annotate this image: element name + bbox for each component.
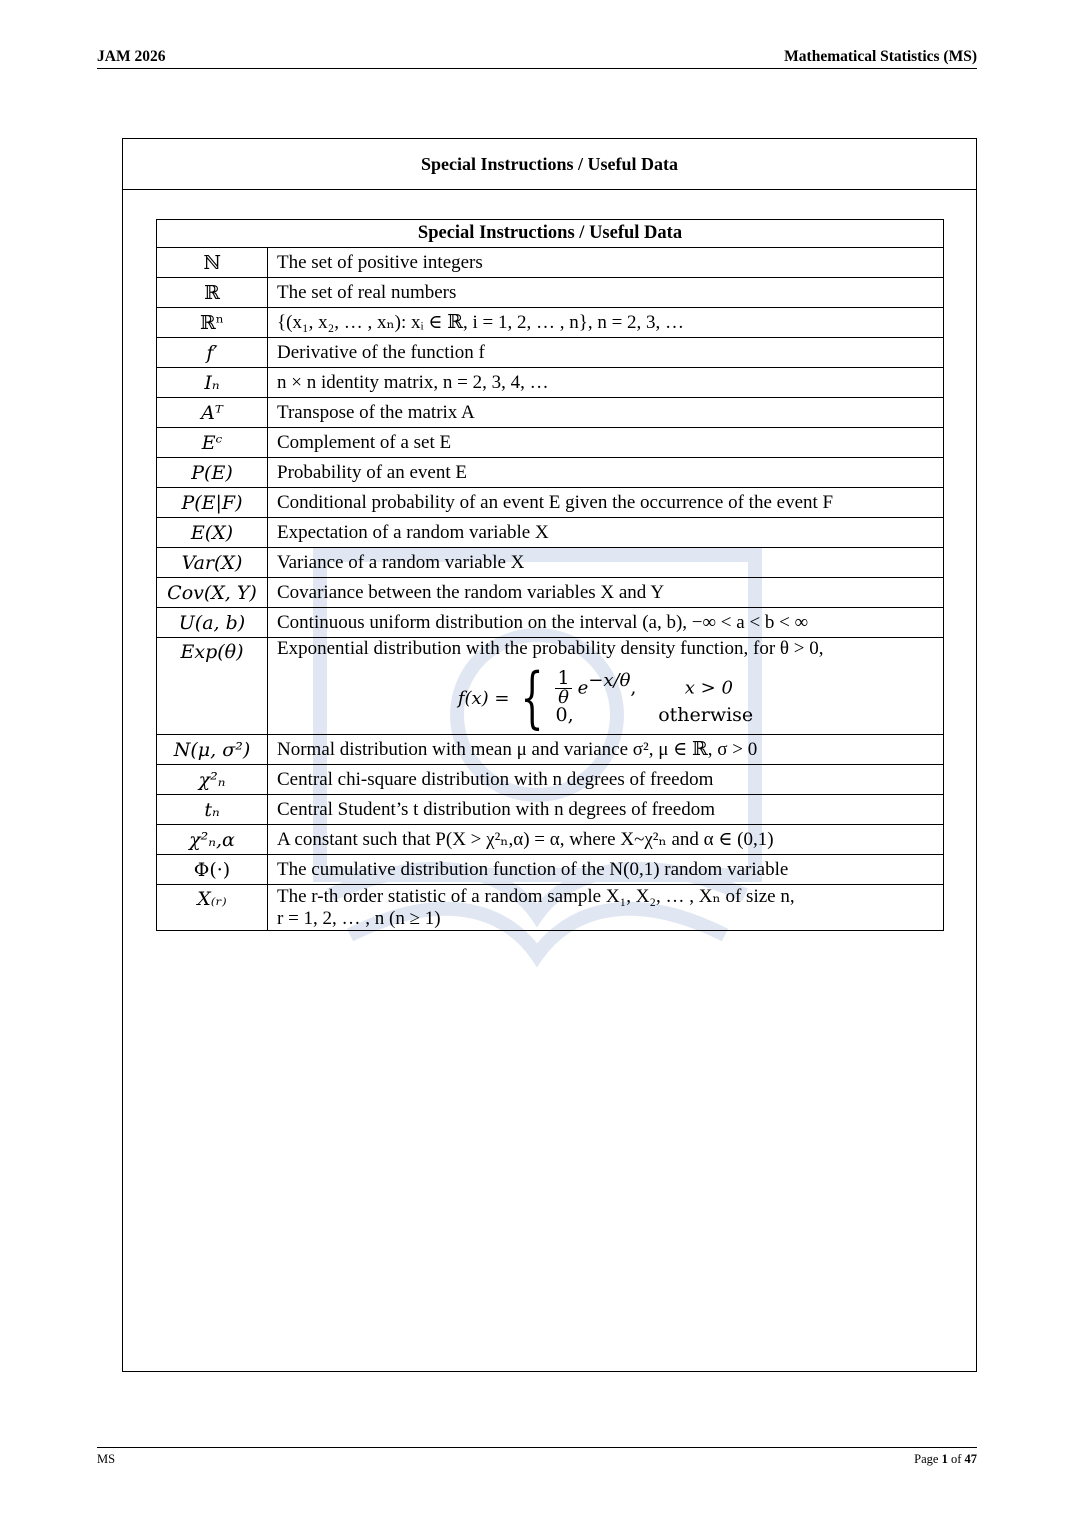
description-cell: Transpose of the matrix A [268, 398, 944, 428]
description-cell: The set of real numbers [268, 278, 944, 308]
description-cell: Covariance between the random variables X and Y [268, 578, 944, 608]
description-cell: Expectation of a random variable X [268, 518, 944, 548]
table-row [157, 398, 944, 428]
table-row [157, 638, 944, 735]
table-row [157, 368, 944, 398]
description-cell [268, 638, 944, 735]
description-cell: Continuous uniform distribution on the interval (a, b), −∞ < a < b < ∞ [268, 608, 944, 638]
symbol-cell: χ²ₙ [157, 765, 268, 795]
symbol-cell: f′ [157, 338, 268, 368]
symbol-cell: ℕ [157, 248, 268, 278]
page-header [97, 46, 977, 69]
symbol-cell: N(μ, σ²) [157, 735, 268, 765]
table-row [157, 338, 944, 368]
table-row [157, 278, 944, 308]
description-cell: Central Student’s t distribution with n degrees of freedom [268, 795, 944, 825]
table-row [157, 608, 944, 638]
frame-title: Special Instructions / Useful Data [123, 139, 976, 190]
table-row [157, 735, 944, 765]
description-cell: n × n identity matrix, n = 2, 3, 4, … [268, 368, 944, 398]
description-cell [268, 885, 944, 931]
formula-fraction: $\frac{1}{\theta}$ [557, 667, 570, 709]
page-footer [97, 1447, 977, 1466]
symbol-cell: Eᶜ [157, 428, 268, 458]
page-number: Page 1 of 47 [914, 1452, 977, 1466]
table-row [157, 488, 944, 518]
description-cell: A constant such that P(X > χ²ₙ,α) = α, where X~χ²ₙ and α ∈ (0,1) [268, 825, 944, 855]
table-row [157, 248, 944, 278]
symbol-cell: tₙ [157, 795, 268, 825]
symbol-cell: Aᵀ [157, 398, 268, 428]
table-row [157, 765, 944, 795]
table-row [157, 458, 944, 488]
symbol-cell: Var(X) [157, 548, 268, 578]
formula-case-1: $\frac{1}{\theta}$ $e^{-x/\theta}$, x > 0 [557, 667, 733, 709]
footer-code: MS [97, 1452, 116, 1466]
description-cell: The set of positive integers [268, 248, 944, 278]
exam-name: JAM 2026 [97, 48, 166, 65]
order-stat-range: r = 1, 2, … , n (n ≥ 1) [277, 908, 441, 929]
description-cell: Normal distribution with mean μ and variance σ², μ ∈ ℝ, σ > 0 [268, 735, 944, 765]
symbol-cell: Exp(θ) [157, 638, 268, 735]
order-stat-description: The r-th order statistic of a random sample X₁, X₂, … , Xₙ of size n, [277, 886, 795, 907]
description-cell: Derivative of the function f [268, 338, 944, 368]
useful-data-table [156, 219, 944, 931]
paper-name: Mathematical Statistics (MS) [784, 48, 977, 65]
table-row [157, 855, 944, 885]
table-row [157, 885, 944, 931]
exp-pdf-formula [277, 659, 934, 736]
symbol-cell: P(E) [157, 458, 268, 488]
description-cell: The cumulative distribution function of the N(0,1) random variable [268, 855, 944, 885]
symbol-cell: U(a, b) [157, 608, 268, 638]
symbol-cell: X₍ᵣ₎ [157, 885, 268, 931]
description-cell: Probability of an event E [268, 458, 944, 488]
brace-glyph: { [520, 659, 545, 736]
description-cell: Central chi-square distribution with n degrees of freedom [268, 765, 944, 795]
symbol-cell: χ²ₙ,α [157, 825, 268, 855]
symbol-cell: Φ(·) [157, 855, 268, 885]
symbol-cell: Iₙ [157, 368, 268, 398]
symbol-cell: E(X) [157, 518, 268, 548]
description-cell: Variance of a random variable X [268, 548, 944, 578]
description-cell: Complement of a set E [268, 428, 944, 458]
table-row [157, 518, 944, 548]
table-row [157, 548, 944, 578]
description-cell: Conditional probability of an event E given the occurrence of the event F [268, 488, 944, 518]
symbol-cell: ℝ [157, 278, 268, 308]
table-row [157, 428, 944, 458]
formula-case-2: 0, otherwise [555, 704, 754, 726]
table-row [157, 578, 944, 608]
symbol-cell: Cov(X, Y) [157, 578, 268, 608]
symbol-cell: ℝⁿ [157, 308, 268, 338]
formula-cases [555, 664, 753, 732]
table-title: Special Instructions / Useful Data [157, 220, 944, 248]
table-header-row [157, 220, 944, 248]
formula-lhs: f(x) = [457, 687, 510, 709]
table-row [157, 795, 944, 825]
table-row [157, 308, 944, 338]
symbol-cell: P(E|F) [157, 488, 268, 518]
exp-description: Exponential distribution with the probability density function, for θ > 0, [277, 638, 824, 659]
table-row [157, 825, 944, 855]
description-cell: {(x₁, x₂, … , xₙ): xᵢ ∈ ℝ, i = 1, 2, … , n}, n = 2, 3, … [268, 308, 944, 338]
